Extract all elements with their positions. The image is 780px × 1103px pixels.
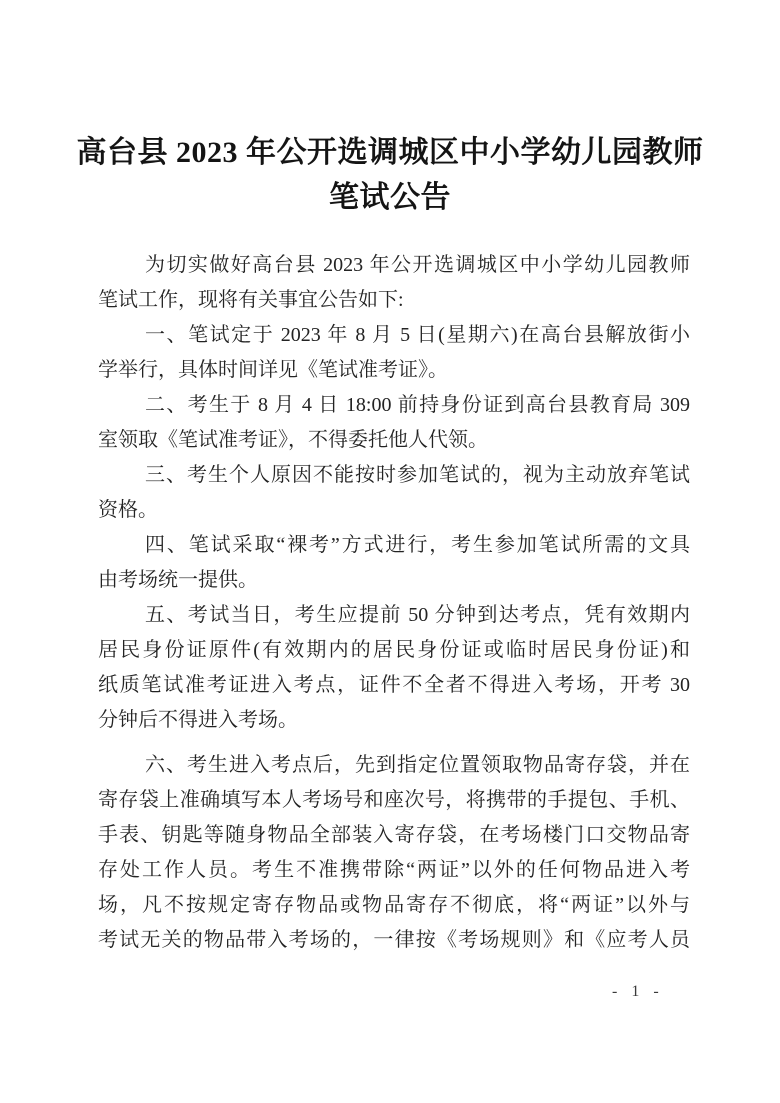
document-title — [0, 130, 780, 220]
paragraph-item-3 — [98, 458, 690, 528]
text-line: 为切实做好高台县 2023 年公开选调城区中小学幼儿园教师 — [145, 254, 690, 276]
text-line: 场，凡不按规定寄存物品或物品寄存不彻底，将“两证”以外与 — [98, 894, 690, 916]
paragraph-item-5 — [98, 598, 690, 738]
text-line: 纸质笔试准考证进入考点，证件不全者不得进入考场，开考 30 — [98, 674, 690, 696]
paragraph-item-1 — [98, 318, 690, 388]
text-line: 六、考生进入考点后，先到指定位置领取物品寄存袋，并在 — [145, 754, 690, 776]
title-line-1: 高台县 2023 年公开选调城区中小学幼儿园教师 — [76, 136, 704, 169]
text-line: 存处工作人员。考生不准携带除“两证”以外的任何物品进入考 — [98, 859, 690, 881]
text-line: 资格。 — [98, 499, 158, 521]
paragraph-intro — [98, 248, 690, 318]
page-number: - 1 - — [612, 983, 664, 1000]
text-line: 考试无关的物品带入考场的，一律按《考场规则》和《应考人员 — [98, 929, 690, 951]
text-line: 三、考生个人原因不能按时参加笔试的，视为主动放弃笔试 — [145, 464, 690, 486]
text-line: 室领取《笔试准考证》，不得委托他人代领。 — [98, 429, 488, 451]
text-line: 四、笔试采取“裸考”方式进行，考生参加笔试所需的文具 — [145, 534, 690, 556]
paragraph-item-4 — [98, 528, 690, 598]
title-line-2: 笔试公告 — [329, 181, 451, 214]
text-line: 一、笔试定于 2023 年 8 月 5 日(星期六)在高台县解放街小 — [145, 324, 690, 346]
document-body — [98, 248, 690, 958]
text-line: 学举行，具体时间详见《笔试准考证》。 — [98, 359, 448, 381]
text-line: 寄存袋上准确填写本人考场号和座次号，将携带的手提包、手机、 — [98, 789, 690, 811]
text-line: 分钟后不得进入考场。 — [98, 709, 298, 731]
text-line: 由考场统一提供。 — [98, 569, 258, 591]
paragraph-item-6 — [98, 748, 690, 958]
text-line: 手表、钥匙等随身物品全部装入寄存袋，在考场楼门口交物品寄 — [98, 824, 690, 846]
text-line: 二、考生于 8 月 4 日 18:00 前持身份证到高台县教育局 309 — [145, 394, 690, 416]
text-line: 笔试工作，现将有关事宜公告如下: — [98, 289, 404, 311]
text-line: 居民身份证原件(有效期内的居民身份证或临时居民身份证)和 — [98, 639, 690, 661]
text-line: 五、考试当日，考生应提前 50 分钟到达考点，凭有效期内 — [145, 604, 690, 626]
paragraph-item-2 — [98, 388, 690, 458]
